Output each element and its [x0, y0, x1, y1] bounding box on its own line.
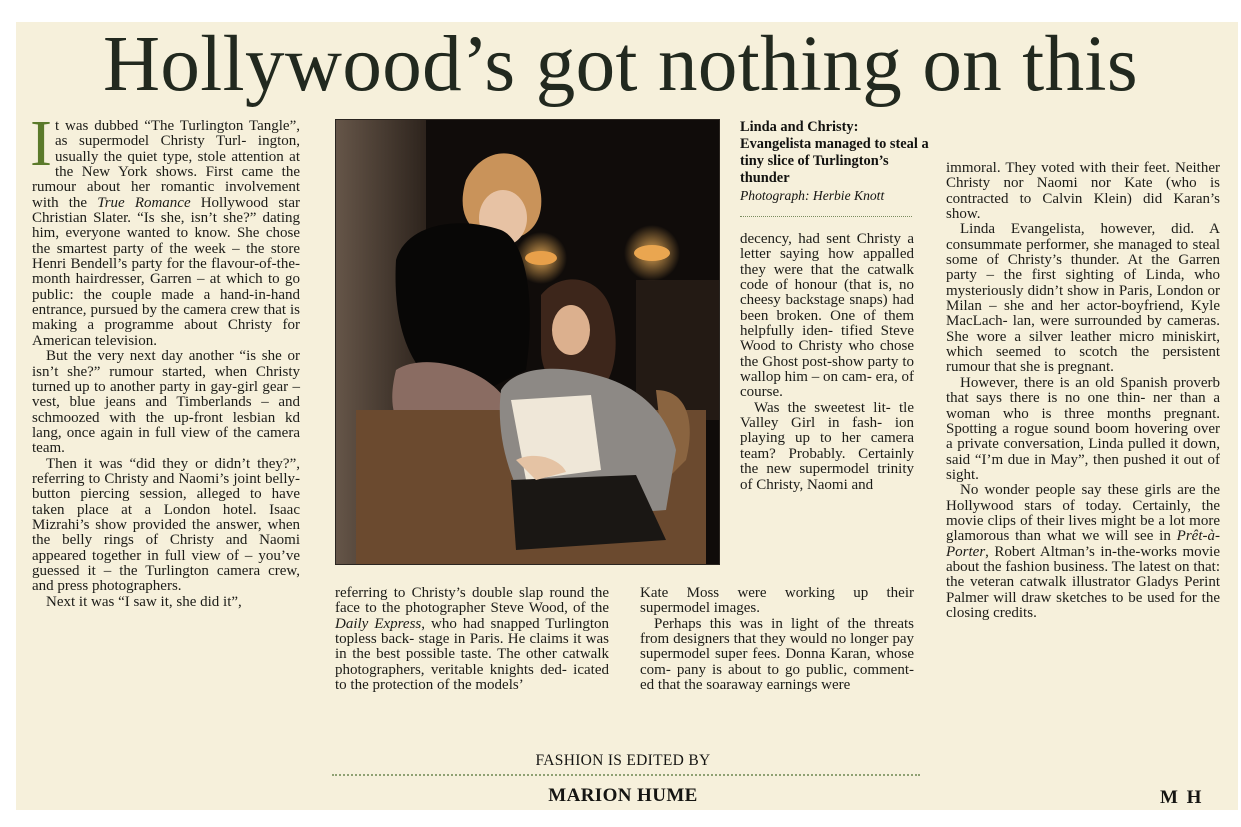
headline: Hollywood’s got nothing on this — [102, 21, 1139, 108]
article-column-3-top — [740, 232, 914, 493]
paragraph: Kate Moss were working up their supermodel images. — [640, 585, 914, 617]
article-photograph — [335, 119, 720, 565]
photo-illustration — [336, 120, 719, 564]
paragraph: No wonder people say these girls are the Hollywood stars of today. Certainly, the movie clips of their lives might be a lot more glamorous than what we will see in Prêt-à-Porter, Robert Altman’s in-the-works movie about the fashion business. The latest on that: the veteran catwalk illustrator Gladys Perint Palmer will draw sketches to be used for the closing credits. — [946, 482, 1220, 621]
paragraph: Was the sweetest lit- tle Valley Girl in fash- ion playing up to her camera team? Probably. Certainly the new supermodel trinity of Christy, Naomi and — [740, 399, 914, 493]
fashion-edited-by-label: FASHION IS EDITED BY — [535, 752, 711, 769]
footer-rule — [332, 774, 920, 776]
article-column-1 — [30, 107, 300, 610]
paragraph: Perhaps this was in light of the threats from designers that they would no longer pay supermodel super fees. Donna Karan, whose com- pany is about to go public, comment- ed that the soaraway earnings were — [640, 615, 914, 694]
paragraph: But the very next day another “is she or isn’t she?” rumour started, when Christy turned up to another party in gay-girl gear – vest, blue jeans and Timberlands – and schmoozed with the up-front lesbian kd lang, once again in full view of the camera team. — [32, 348, 300, 457]
photo-credit: Photograph: Herbie Knott — [740, 188, 885, 203]
article-column-2 — [335, 586, 609, 693]
paragraph: decency, had sent Christy a letter saying how appalled they were that the catwalk code of honour (that is, no cheesy backstage snaps) had been broken. One of them helpfully iden- tified Steve Wood to Christy who chose the Ghost post-show party to wallop him – on cam- era, of course. — [740, 231, 914, 401]
caption-rule — [740, 216, 912, 217]
caption-text: Linda and Christy: Evangelista managed to steal a tiny slice of Turlington’s thunder — [740, 119, 929, 186]
photo-caption — [740, 119, 930, 204]
author-initials: M H — [1160, 787, 1204, 808]
paragraph: However, there is an old Spanish proverb that says there is no one thin- ner than a woman who is three months pregnant. Spotting a rogue sound boom hovering over a private conversation, Linda pulled it down, said “I’m due in May”, then pushed it out of sight. — [946, 374, 1220, 483]
paragraph: referring to Christy’s double slap round the face to the photographer Steve Wood, of the Daily Express, who had snapped Turlington topless back- stage in Paris. He claims it was in the best possible taste. The other catwalk photographers, veritable knights ded- icated to the protection of the models’ — [335, 585, 609, 694]
drop-cap: I — [30, 107, 52, 180]
paragraph: Next it was “I saw it, she did it”, — [46, 593, 242, 610]
editor-name: MARION HUME — [548, 785, 698, 806]
article-column-3-bottom — [640, 586, 914, 693]
paragraph: Then it was “did they or didn’t they?”, referring to Christy and Naomi’s joint belly-button piercing session, alleged to have taken place at a London hotel. Isaac Mizrahi’s show provided the answer, when the belly rings of Christy and Naomi appeared together in full view of – you’ve guessed it – the Turlington camera crew, and press photographers. — [32, 455, 300, 595]
paragraph: immoral. They voted with their feet. Neither Christy nor Naomi nor Kate (who is contracted to Calvin Klein) did Karan’s show. — [946, 160, 1220, 223]
paragraph: Linda Evangelista, however, did. A consummate performer, she managed to steal some of Christy’s thunder. At the Garren party – the first sighting of Linda, who mysteriously didn’t show in Paris, London or Milan – she and her actor-boyfriend, Kyle MacLach- lan, were surrounded by cameras. She wore a silver leather micro miniskirt, which seemed to scotch the persistent rumour that she is pregnant. — [946, 221, 1220, 376]
article-column-4 — [946, 161, 1220, 621]
paragraph: It was dubbed “The Turlington Tangle”, as supermodel Christy Turl- ington, usually the quiet type, stole attention at the New York shows. First came the rumour about her romantic involvement with the True Romance Hollywood star Christian Slater. “Is she, isn’t she?” dating him, everyone wanted to know. She chose the smartest party of the week – the store Henri Bendell’s party for the flavour-of-the-month hairdresser, Garren – at which to go public: the couple made a hand-in-hand entrance, pursued by the camera crew that is making a programme about Christy for American television. — [30, 107, 300, 349]
